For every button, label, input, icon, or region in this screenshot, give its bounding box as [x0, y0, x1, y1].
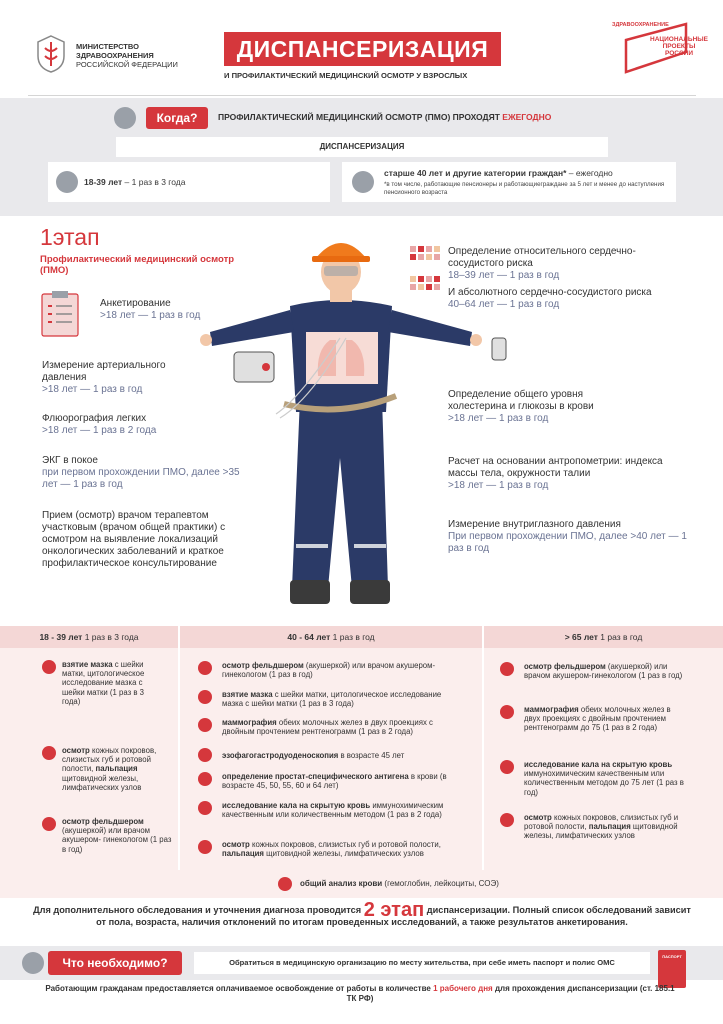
page-title: ДИСПАНСЕРИЗАЦИЯ — [224, 32, 501, 66]
right-item-2: И абсолютного сердечно-сосудистого риска 40–64 лет — 1 раз в год — [448, 287, 652, 310]
col2-entry-2: взятие мазка с шейки матки, цитологическое исследование мазка с шейки матки (1 раз в 3 года) — [222, 690, 442, 709]
when-button: Когда? — [146, 107, 208, 129]
col2-header: 40 - 64 лет 1 раз в год — [180, 626, 482, 648]
test-tube-icon — [500, 760, 514, 774]
stage1-title: 1этап — [40, 224, 100, 250]
needed-button: Что необходимо? — [48, 951, 182, 975]
col1-header: 18 - 39 лет 1 раз в 3 года — [0, 626, 178, 648]
right-item-1: Определение относительного сердечно-сосудистого риска 18–39 лет — 1 раз в год — [448, 246, 636, 281]
hand-icon — [500, 813, 514, 827]
microscope-icon — [198, 690, 212, 704]
microscope-icon — [42, 660, 56, 674]
left-item-4: ЭКГ в покое при первом прохождении ПМО, далее >35 лет — 1 раз в год — [42, 455, 240, 490]
col2-entry-6: исследование кала на скрытую кровь иммунохимическим качественным или количественным методом (1 раз в 2 года) — [222, 801, 444, 820]
person-with-helmet-icon — [352, 171, 374, 193]
hand-icon — [42, 746, 56, 760]
col3-header: > 65 лет 1 раз в год — [484, 626, 723, 648]
ministry-emblem-icon — [34, 34, 68, 74]
col1-entry-3: осмотр фельдшером (акушеркой) или врачом акушером- гинекологом (1 раз в год) — [62, 817, 172, 854]
right-item-5: Измерение внутриглазного давления При первом прохождении ПМО, далее >40 лет — 1 раз в год — [448, 519, 687, 554]
col2-entry-7: осмотр кожных покровов, слизистых губ и ротовой полости, пальпация щитовидной железы, лимфатических узлов — [222, 840, 441, 859]
col1-entry-1: взятие мазка с шейки матки, цитологическое исследование мазка с шейки матки (1 раз в 3 года) — [62, 660, 145, 706]
blood-drop-icon — [278, 877, 292, 891]
stage2-text: Для дополнительного обследования и уточнения диагноза проводится 2 этап диспансеризации. Полный список обследований зависит от пола, возраста, наличия отклонений по итогам проведенных исследований, а также результатов анкетирования. — [33, 899, 691, 927]
left-item-2: Измерение артериального давления >18 лет — 1 раз в год — [42, 360, 166, 395]
left-item-5: Прием (осмотр) врачом терапевтом участковым (врачом общей практики) с осмотром на выявление локализаций онкологических заболеваний и краткое профилактическое консультирование — [42, 510, 226, 569]
dispensary-label: ДИСПАНСЕРИЗАЦИЯ — [116, 137, 608, 157]
left-item-1: Анкетирование >18 лет — 1 раз в год — [100, 298, 201, 321]
col2-entry-3: маммография обеих молочных желез в двух проекциях с двойным прочтением рентгенограмм (1 раз в 2 года) — [222, 718, 433, 737]
hand-icon — [198, 840, 212, 854]
doctor-icon — [198, 661, 212, 675]
np-top-label: ЗДРАВООХРАНЕНИЕ — [612, 22, 669, 28]
col3-entry-1: осмотр фельдшером (акушеркой) или врачом акушером-гинекологом (1 раз в год) — [524, 662, 683, 681]
footer-text: Работающим гражданам предоставляется оплачиваемое освобождение от работы в количестве 1 рабочего дня для прохождения диспансеризации (ст. 185.1 ТК РФ) — [45, 984, 675, 1003]
col1-entry-2: осмотр кожных покровов, слизистых губ и ротовой полости, пальпация щитовидной железы, лимфатических узлов — [62, 746, 157, 792]
left-item-3: Флюорография легких >18 лет — 1 раз в 2 года — [42, 413, 157, 436]
needed-text: Обратиться в медицинскую организацию по месту жительства, при себе иметь паспорт и полис ОМС — [194, 952, 650, 974]
header-divider — [28, 95, 696, 96]
age1-text: 18-39 лет – 1 раз в 3 года — [84, 177, 186, 187]
age2-text: старше 40 лет и другие категории граждан* – ежегодно — [384, 168, 613, 178]
worker-figure — [180, 228, 520, 614]
col3-entry-2: маммография обеих молочных желез в двух проекциях с двойным прочтением рентгенограмм до 75 (1 раз в 2 года) — [524, 705, 671, 733]
document-icon — [22, 952, 44, 974]
np-label: НАЦИОНАЛЬНЫЕ ПРОЕКТЫ РОССИИ — [650, 36, 708, 57]
test-tube-icon — [198, 801, 212, 815]
col2-entry-4: эзофагогастродуоденоскопия в возрасте 45 лет — [222, 751, 405, 760]
person-icon — [56, 171, 78, 193]
col2-entry-1: осмотр фельдшером (акушеркой) или врачом акушером- гинекологом (1 раз в год) — [222, 661, 436, 680]
age2-footnote: *в том числе, работающие пенсионеры и работающиеграждане за 5 лет и менее до наступления пенсионного возраста — [384, 181, 665, 196]
mammography-icon — [198, 718, 212, 732]
col3-entry-4: осмотр кожных покровов, слизистых губ и ротовой полости, пальпация щитовидной железы, лимфатических узлов — [524, 813, 679, 841]
right-item-3: Определение общего уровня холестерина и глюкозы в крови >18 лет — 1 раз в год — [448, 389, 594, 424]
calendar-icon — [114, 107, 136, 129]
stomach-icon — [198, 748, 212, 762]
col3-entry-3: исследование кала на скрытую кровь иммунохимическим качественным или количественным методом до 75 лет (1 раз в год) — [524, 760, 684, 797]
pmo-label: Профилактический медицинский осмотр (ПМО) — [40, 254, 235, 276]
blood-test-icon — [198, 772, 212, 786]
mammography-icon — [500, 705, 514, 719]
right-item-4: Расчет на основании антропометрии: индекса массы тела, окружности талии >18 лет — 1 раз в год — [448, 456, 663, 491]
clipboard-icon — [40, 290, 80, 338]
when-text: ПРОФИЛАКТИЧЕСКИЙ МЕДИЦИНСКИЙ ОСМОТР (ПМО) ПРОХОДЯТ ЕЖЕГОДНО — [218, 112, 552, 122]
col2-entry-5: определение простат-специфического антигена в крови (в возрасте 45, 50, 55, 60 и 64 лет) — [222, 772, 447, 791]
blood-test-text: общий анализ крови (гемоглобин, лейкоциты, СОЭ) — [300, 879, 499, 888]
page-subtitle: И ПРОФИЛАКТИЧЕСКИЙ МЕДИЦИНСКИЙ ОСМОТР У ВЗРОСЛЫХ — [224, 71, 468, 80]
doctor-icon — [500, 662, 514, 676]
doctor-icon — [42, 817, 56, 831]
ministry-name: МИНИСТЕРСТВО ЗДРАВООХРАНЕНИЯ РОССИЙСКОЙ ФЕДЕРАЦИИ — [76, 42, 178, 69]
passport-icon: ПАСПОРТ — [658, 950, 686, 988]
